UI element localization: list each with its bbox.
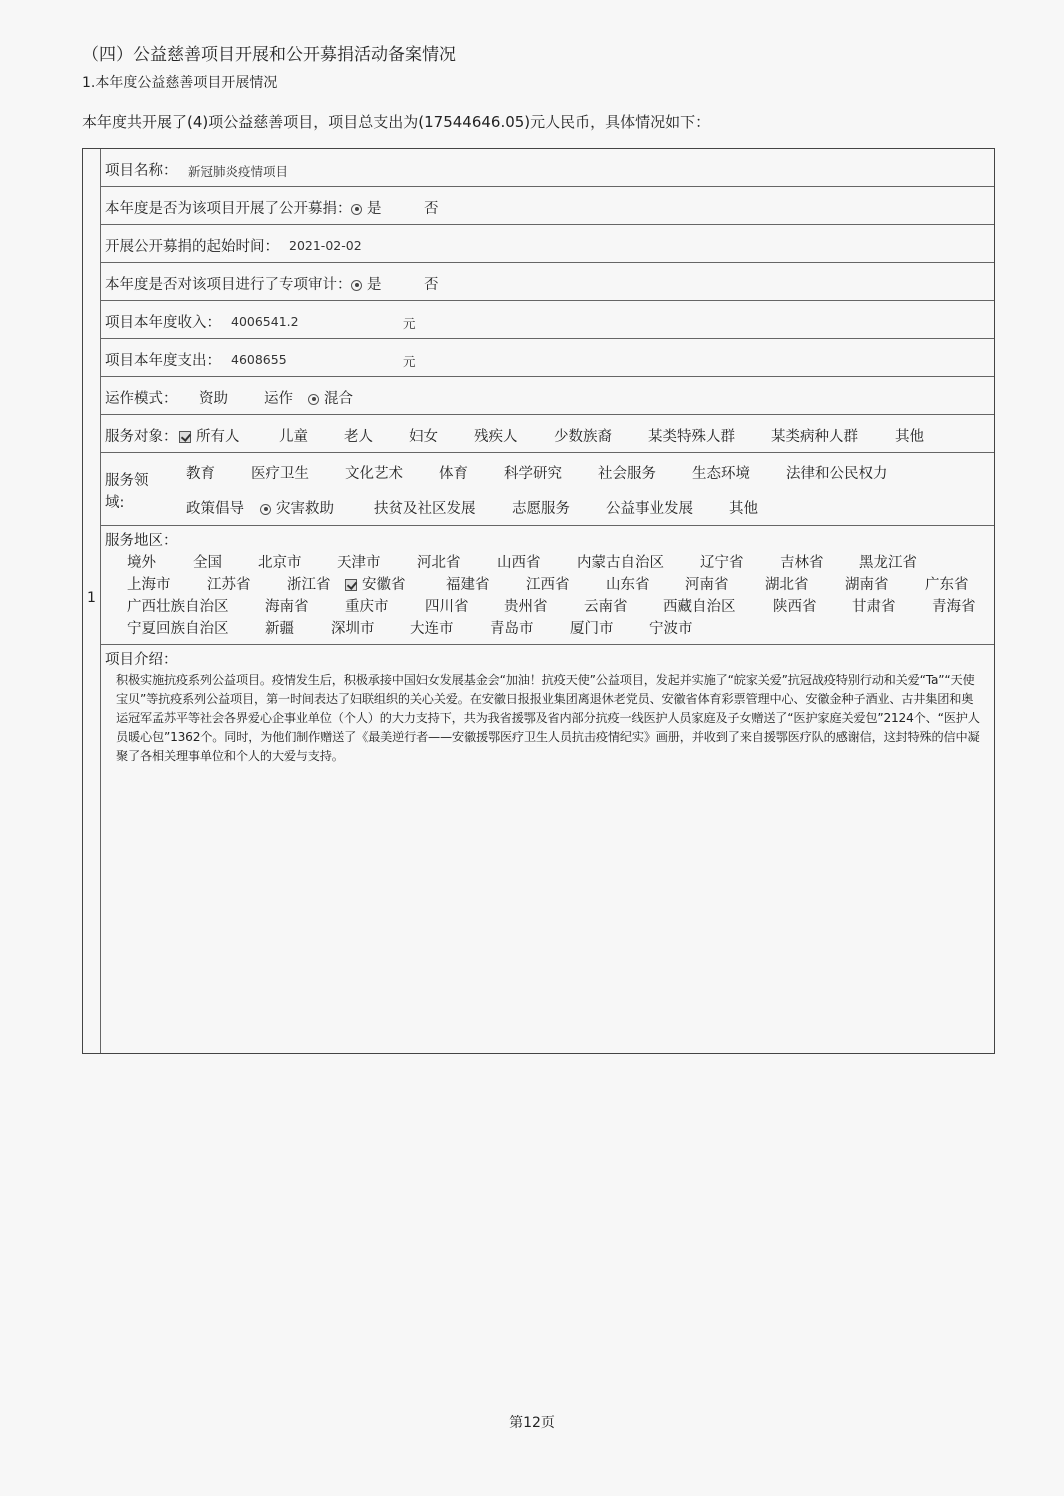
region-option[interactable]: 甘肃省 bbox=[852, 599, 896, 615]
region-option-anhui[interactable] bbox=[345, 573, 406, 594]
project-name-label: 项目名称： bbox=[105, 163, 178, 179]
region-option[interactable]: 海南省 bbox=[265, 599, 309, 615]
target-option[interactable]: 某类病种人群 bbox=[771, 429, 858, 445]
target-option[interactable]: 某类特殊人群 bbox=[648, 429, 735, 445]
region-option[interactable]: 青岛市 bbox=[490, 621, 534, 637]
field-option[interactable]: 其他 bbox=[729, 501, 758, 517]
region-option[interactable]: 天津市 bbox=[337, 555, 381, 571]
expense-value: 4608655 bbox=[231, 352, 287, 367]
region-option[interactable]: 新疆 bbox=[265, 621, 294, 637]
option-label: 灾害救助 bbox=[276, 501, 334, 517]
row-divider bbox=[100, 525, 994, 526]
region-option[interactable]: 重庆市 bbox=[345, 599, 389, 615]
region-option[interactable]: 浙江省 bbox=[287, 577, 331, 593]
audit-yes-option[interactable] bbox=[351, 273, 382, 294]
project-table bbox=[82, 148, 995, 1054]
field-option[interactable]: 教育 bbox=[186, 466, 215, 482]
region-option[interactable]: 江西省 bbox=[526, 577, 570, 593]
income-unit: 元 bbox=[403, 316, 416, 331]
section-heading: （四）公益慈善项目开展和公开募捐活动备案情况 bbox=[82, 45, 456, 65]
field-option[interactable]: 志愿服务 bbox=[512, 501, 570, 517]
option-label: 安徽省 bbox=[362, 577, 406, 593]
region-option[interactable]: 江苏省 bbox=[207, 577, 251, 593]
field-option-disaster-relief[interactable] bbox=[260, 497, 334, 518]
region-option[interactable]: 吉林省 bbox=[780, 555, 824, 571]
region-option[interactable]: 陕西省 bbox=[773, 599, 817, 615]
region-option[interactable]: 山东省 bbox=[606, 577, 650, 593]
fundraising-start-value: 2021-02-02 bbox=[289, 238, 362, 253]
radio-selected-icon bbox=[351, 280, 362, 291]
region-option[interactable]: 西藏自治区 bbox=[663, 599, 736, 615]
row-divider bbox=[100, 338, 994, 339]
region-option[interactable]: 青海省 bbox=[932, 599, 976, 615]
mode-label: 运作模式： bbox=[105, 391, 178, 407]
sub-heading: 1.本年度公益慈善项目开展情况 bbox=[82, 75, 278, 91]
region-option[interactable]: 福建省 bbox=[446, 577, 490, 593]
row-divider bbox=[100, 376, 994, 377]
region-option[interactable]: 广东省 bbox=[925, 577, 969, 593]
option-label: 是 bbox=[367, 201, 382, 217]
row-divider bbox=[100, 300, 994, 301]
region-option[interactable]: 全国 bbox=[193, 555, 222, 571]
option-label: 是 bbox=[367, 277, 382, 293]
target-option[interactable]: 妇女 bbox=[409, 429, 438, 445]
audit-label: 本年度是否对该项目进行了专项审计： bbox=[105, 277, 352, 293]
option-label: 所有人 bbox=[196, 429, 240, 445]
region-option[interactable]: 湖南省 bbox=[845, 577, 889, 593]
summary-text: 本年度共开展了(4)项公益慈善项目，项目总支出为(17544646.05)元人民币，具体情况如下： bbox=[82, 113, 711, 131]
region-option[interactable]: 四川省 bbox=[425, 599, 469, 615]
region-option[interactable]: 云南省 bbox=[584, 599, 628, 615]
region-option[interactable]: 宁夏回族自治区 bbox=[127, 621, 229, 637]
region-option[interactable]: 北京市 bbox=[258, 555, 302, 571]
field-option[interactable]: 社会服务 bbox=[598, 466, 656, 482]
field-label-line2: 域: bbox=[105, 495, 125, 511]
region-option[interactable]: 厦门市 bbox=[570, 621, 614, 637]
audit-no-option[interactable]: 否 bbox=[424, 277, 439, 293]
expense-label: 项目本年度支出： bbox=[105, 353, 221, 369]
row-divider bbox=[100, 224, 994, 225]
intro-text: 积极实施抗疫系列公益项目。疫情发生后，积极承接中国妇女发展基金会“加油！抗疫天使”公益项目，发起并实施了“皖家关爱”抗冠战疫特别行动和关爱“Ta”“天使宝贝”等抗疫系列公益项目，第一时间表达了妇联组织的关心关爱。在安徽日报报业集团离退休老党员、安徽省体育彩票管理中心、安徽金种子酒业、古井集团和奥运冠军孟苏平等社会各界爱心企事业单位（个人）的大力支持下，共为我省援鄂及省内部分抗疫一线医护人员家庭及子女赠送了“医护家庭关爱包”2124个、“医护人员暖心包”1362个。同时，为他们制作赠送了《最美逆行者——安徽援鄂医疗卫生人员抗击疫情纪实》画册，并收到了来自援鄂医疗队的感谢信，这封特殊的信中凝聚了各相关理事单位和个人的大爱与支持。 bbox=[116, 673, 980, 763]
field-option[interactable]: 文化艺术 bbox=[345, 466, 403, 482]
field-option[interactable]: 科学研究 bbox=[504, 466, 562, 482]
region-option[interactable]: 内蒙古自治区 bbox=[577, 555, 664, 571]
region-option[interactable]: 山西省 bbox=[497, 555, 541, 571]
region-option[interactable]: 宁波市 bbox=[649, 621, 693, 637]
target-option-all[interactable] bbox=[179, 425, 240, 446]
expense-unit: 元 bbox=[403, 354, 416, 369]
row-divider bbox=[100, 186, 994, 187]
field-option[interactable]: 扶贫及社区发展 bbox=[374, 501, 476, 517]
income-value: 4006541.2 bbox=[231, 314, 299, 329]
region-option[interactable]: 辽宁省 bbox=[700, 555, 744, 571]
field-label-line1: 服务领 bbox=[105, 473, 149, 489]
field-option[interactable]: 生态环境 bbox=[692, 466, 750, 482]
target-option[interactable]: 儿童 bbox=[279, 429, 308, 445]
index-column-divider bbox=[100, 149, 101, 1053]
income-label: 项目本年度收入： bbox=[105, 315, 221, 331]
row-divider bbox=[100, 262, 994, 263]
region-option[interactable]: 广西壮族自治区 bbox=[127, 599, 229, 615]
region-label: 服务地区： bbox=[105, 533, 178, 549]
row-divider bbox=[100, 452, 994, 453]
region-option[interactable]: 大连市 bbox=[410, 621, 454, 637]
region-option[interactable]: 贵州省 bbox=[504, 599, 548, 615]
target-option[interactable]: 老人 bbox=[344, 429, 373, 445]
mode-option-operation[interactable]: 运作 bbox=[264, 391, 293, 407]
row-index: 1 bbox=[87, 590, 96, 606]
row-divider bbox=[100, 414, 994, 415]
target-option[interactable]: 其他 bbox=[895, 429, 924, 445]
region-option[interactable]: 黑龙江省 bbox=[859, 555, 917, 571]
field-option[interactable]: 公益事业发展 bbox=[606, 501, 693, 517]
mode-option-funding[interactable]: 资助 bbox=[199, 391, 228, 407]
intro-label: 项目介绍： bbox=[105, 652, 178, 668]
public-fundraising-no-option[interactable]: 否 bbox=[424, 201, 439, 217]
region-option[interactable]: 上海市 bbox=[127, 577, 171, 593]
public-fundraising-yes-option[interactable] bbox=[351, 197, 382, 218]
option-label: 混合 bbox=[324, 391, 353, 407]
field-option[interactable]: 体育 bbox=[439, 466, 468, 482]
field-option[interactable]: 法律和公民权力 bbox=[786, 466, 888, 482]
target-option[interactable]: 少数族裔 bbox=[554, 429, 612, 445]
region-option[interactable]: 深圳市 bbox=[331, 621, 375, 637]
region-option[interactable]: 湖北省 bbox=[765, 577, 809, 593]
field-option[interactable]: 医疗卫生 bbox=[251, 466, 309, 482]
region-option[interactable]: 河南省 bbox=[685, 577, 729, 593]
radio-selected-icon bbox=[308, 394, 319, 405]
page-number: 第12页 bbox=[509, 1415, 555, 1431]
radio-selected-icon bbox=[260, 504, 271, 515]
public-fundraising-label: 本年度是否为该项目开展了公开募捐： bbox=[105, 201, 352, 217]
mode-option-mixed[interactable] bbox=[308, 387, 353, 408]
region-option[interactable]: 河北省 bbox=[417, 555, 461, 571]
checkbox-checked-icon bbox=[345, 579, 357, 591]
row-divider bbox=[100, 644, 994, 645]
field-option[interactable]: 政策倡导 bbox=[186, 501, 244, 517]
target-option[interactable]: 残疾人 bbox=[474, 429, 518, 445]
target-label: 服务对象： bbox=[105, 429, 178, 445]
fundraising-start-label: 开展公开募捐的起始时间： bbox=[105, 239, 279, 255]
checkbox-checked-icon bbox=[179, 431, 191, 443]
project-name-value: 新冠肺炎疫情项目 bbox=[188, 164, 289, 179]
region-option[interactable]: 境外 bbox=[127, 555, 156, 571]
radio-selected-icon bbox=[351, 204, 362, 215]
